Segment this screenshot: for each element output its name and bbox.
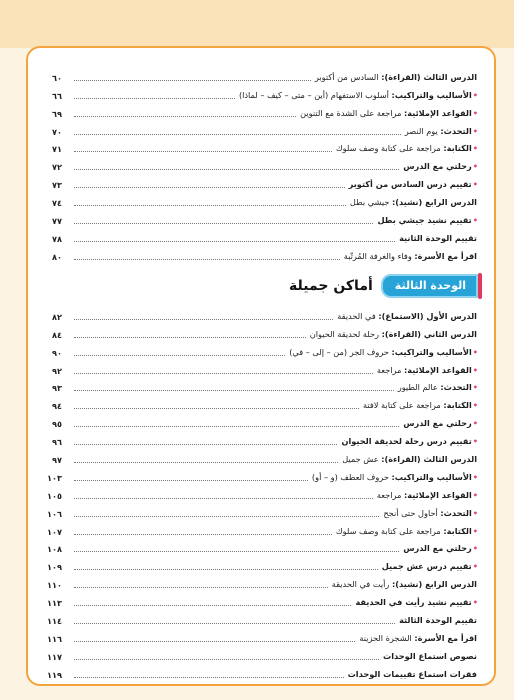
bullet-icon: • [472,215,478,226]
toc-entry-label: فقرات استماع تقييمات الوحدات [347,668,477,679]
page-number: ١١٤ [47,616,62,627]
dot-leader [74,444,337,445]
toc-entry-title [383,508,478,521]
toc-entry-title [336,143,478,156]
toc-entry-label: رحلتي مع الدرس [403,543,472,554]
bullet-icon: • [472,471,478,482]
dot-leader [74,187,345,188]
toc-entry-label: الأساليب والتراكيب: [391,346,472,357]
toc-entry-title [399,233,478,246]
page-number: ٧٤ [52,198,62,209]
bullet-icon: • [472,161,478,172]
toc-entry [28,521,496,539]
dot-leader [74,116,296,117]
toc-entry-label: التحدث: [440,507,472,518]
toc-entry [28,592,496,610]
dot-leader [74,551,399,552]
toc-entry [28,156,496,174]
dot-leader [74,569,378,570]
toc-entry-subtitle: رأيت في الحديقة [331,579,392,590]
dot-leader [74,134,401,135]
toc-entry-title [403,543,478,556]
toc-entry-title [377,490,478,503]
toc-list-unit3 [28,306,496,682]
page-number: ١١٠ [47,580,62,591]
toc-entry-label: رحلتي مع الدرس [403,418,472,429]
toc-entry [28,103,496,121]
toc-entry [28,646,496,664]
bullet-icon: • [472,89,478,100]
toc-entry-label: القواعد الإملائية: [404,489,472,500]
toc-entry-title [398,382,478,395]
toc-entry [28,431,496,449]
toc-entry [28,85,496,103]
bullet-icon: • [472,525,478,536]
dot-leader [74,98,235,99]
toc-entry [28,306,496,324]
toc-entry-subtitle: الشجرة الحزينة [359,632,415,643]
toc-entry-title [355,597,478,610]
dot-leader [74,223,373,224]
toc-entry-title [382,561,478,574]
toc-entry-label: رحلتي مع الدرس [403,161,472,172]
bullet-icon: • [472,561,478,572]
toc-entry [28,664,496,682]
toc-entry-label: القواعد الإملائية: [404,364,472,375]
toc-entry-title [377,365,478,378]
toc-entry-label: الدرس الثاني (القراءة): [381,328,477,339]
page-number: ٩٤ [52,401,62,412]
toc-entry-label: تقييم درس عش جميل [381,561,472,572]
toc-entry-label: الدرس الثالث (القراءة): [381,71,477,82]
dot-leader [74,151,332,152]
toc-entry [28,67,496,85]
page-number: ١١٣ [47,598,62,609]
dot-leader [74,605,351,606]
dot-leader [74,480,308,481]
dot-leader [74,169,399,170]
toc-page [26,46,496,686]
toc-entry-title [383,651,478,664]
toc-entry-subtitle: عش جميل [342,454,382,465]
toc-entry [28,139,496,157]
toc-entry-subtitle: حروف الجر (من – إلى – في) [289,346,392,357]
page-number: ١٠٨ [47,544,62,555]
toc-entry-subtitle: وفاء والغرفة المُرتّبة [343,250,415,261]
toc-entry-title [405,126,478,139]
page-number: ٨٤ [52,329,62,340]
toc-entry-label: اقرأ مع الأسرة: [414,250,477,261]
toc-entry-label: نصوص استماع الوحدات [382,650,477,661]
toc-entry [28,342,496,360]
toc-entry [28,395,496,413]
toc-entry [28,485,496,503]
dot-leader [74,355,285,356]
dot-leader [74,337,306,338]
toc-entry-subtitle: مراجعة [376,489,405,500]
toc-entry-title [300,108,478,121]
page-number: ٧٢ [52,162,62,173]
page-number: ٨٢ [52,311,62,322]
toc-entry [28,378,496,396]
page-number: ٧٨ [52,233,62,244]
toc-entry [28,192,496,210]
dot-leader [74,677,344,678]
toc-entry-title [350,197,478,210]
toc-entry-label: الدرس الأول (الاستماع): [378,310,477,321]
toc-entry-title [399,615,478,628]
dot-leader [74,534,332,535]
toc-entry-title [239,90,478,103]
toc-entry-subtitle: حروف العطف (و – أو) [311,471,392,482]
toc-entry-title [342,454,478,467]
page-number: ١١٩ [47,669,62,680]
toc-entry-label: الدرس الثالث (القراءة): [381,454,477,465]
page-number: ١١٦ [47,633,62,644]
toc-entry-label: التحدث: [440,125,472,136]
bullet-icon: • [472,543,478,554]
dot-leader [74,259,340,260]
toc-entry-label: التحدث: [440,382,472,393]
page-number: ١٠٩ [47,562,62,573]
toc-entry-label: الدرس الرابع (نشيد): [391,579,477,590]
page-number: ١٠٦ [47,508,62,519]
toc-entry-label: اقرأ مع الأسرة: [414,632,477,643]
toc-entry [28,574,496,592]
toc-entry-subtitle: رحلة لحديقة الحيوان [309,328,382,339]
toc-entry-subtitle: في الحديقة [337,310,379,321]
bullet-icon: • [472,382,478,393]
dot-leader [74,373,373,374]
page-number: ٩٧ [52,455,62,466]
toc-entry [28,360,496,378]
dot-leader [74,319,333,320]
dot-leader [74,659,379,660]
dot-leader [74,498,373,499]
dot-leader [74,80,311,81]
bullet-icon: • [472,400,478,411]
bullet-icon: • [472,489,478,500]
page-number: ٧١ [52,144,62,155]
page-number: ٧٣ [52,180,62,191]
dot-leader [74,516,379,517]
dot-leader [74,241,395,242]
unit-badge: الوحدة الثالثة [381,274,478,298]
bullet-icon: • [472,107,478,118]
toc-entry [28,174,496,192]
toc-entry [28,210,496,228]
page-number: ١٠٥ [47,490,62,501]
toc-entry [28,610,496,628]
toc-entry-subtitle: مراجعة على كتابة لافتة [363,400,444,411]
toc-entry-label: الدرس الرابع (نشيد): [391,197,477,208]
toc-entry-title [349,179,478,192]
bullet-icon: • [472,125,478,136]
toc-entry-title [403,161,478,174]
bullet-icon: • [472,436,478,447]
toc-entry-title [289,347,478,360]
toc-entry [28,556,496,574]
toc-entry-label: تقييم الوحدة الثالثة [399,615,477,626]
dot-leader [74,205,346,206]
page-number: ١٠٣ [47,472,62,483]
top-band [0,0,514,48]
bullet-icon: • [472,418,478,429]
toc-entry-subtitle: مراجعة [376,364,405,375]
toc-entry-subtitle: السادس من أكتوبر [314,71,382,82]
page-number: ١٠٧ [47,526,62,537]
toc-entry-label: الكتابة: [443,400,472,411]
page-number: ٩٠ [52,347,62,358]
toc-entry-title [312,472,478,485]
toc-entry-label: الكتابة: [443,525,472,536]
page-number: ٦٩ [52,108,62,119]
toc-entry [28,467,496,485]
dot-leader [74,408,359,409]
toc-entry [28,628,496,646]
page-number: ٨٠ [52,251,62,262]
toc-entry [28,503,496,521]
toc-list-unit2 [28,67,496,264]
dot-leader [74,623,395,624]
toc-entry-title [344,251,478,264]
toc-entry-subtitle: مراجعة على الشدة مع التنوين [300,107,405,118]
toc-entry-title [403,418,478,431]
page-number: ٦٠ [52,72,62,83]
dot-leader [74,641,355,642]
toc-entry-subtitle: عالم الطيور [397,382,441,393]
toc-entry-title [377,215,478,228]
toc-entry [28,246,496,264]
toc-entry-title [341,436,478,449]
toc-entry-title [363,400,478,413]
toc-entry-title [315,72,478,85]
unit-header [289,274,478,298]
bullet-icon: • [472,597,478,608]
page-number: ٧٧ [52,216,62,227]
bullet-icon: • [472,179,478,190]
toc-entry [28,324,496,342]
toc-entry-label: تقييم الوحدة الثانية [399,232,477,243]
toc-entry-title [337,311,478,324]
page-number: ٧٠ [52,126,62,137]
toc-entry [28,228,496,246]
toc-entry-subtitle: مراجعة على كتابة وصف سلوك [335,525,444,536]
dot-leader [74,426,399,427]
dot-leader [74,587,328,588]
page-number: ٩٦ [52,437,62,448]
page-number: ٩٣ [52,383,62,394]
bullet-icon: • [472,346,478,357]
bullet-icon: • [472,364,478,375]
toc-entry-label: الأساليب والتراكيب: [391,471,472,482]
unit-title: أماكن جميلة [289,278,373,294]
page-number: ٩٢ [52,365,62,376]
bullet-icon: • [472,507,478,518]
toc-entry-subtitle: أسلوب الاستفهام (أين – متى – كيف – لماذا) [238,89,392,100]
toc-entry-title [348,669,478,682]
bullet-icon: • [472,143,478,154]
toc-entry [28,449,496,467]
toc-entry-subtitle: يوم النصر [404,125,441,136]
page-number: ١١٧ [47,651,62,662]
toc-entry-label: الأساليب والتراكيب: [391,89,472,100]
toc-entry-label: القواعد الإملائية: [404,107,472,118]
toc-entry-title [332,579,478,592]
toc-entry-label: تقييم نشيد رأيت في الحديقة [355,597,472,608]
toc-entry-subtitle: مراجعة على كتابة وصف سلوك [335,143,444,154]
toc-entry-label: تقييم نشيد جيشي بطل [377,215,472,226]
toc-entry-title [310,329,478,342]
dot-leader [74,390,394,391]
toc-entry-label: الكتابة: [443,143,472,154]
page-number: ٦٦ [52,90,62,101]
toc-entry-label: تقييم درس السادس من أكتوبر [348,179,472,190]
toc-entry-label: تقييم درس رحلة لحديقة الحيوان [341,436,472,447]
toc-entry-subtitle: جيشي بطل [349,197,392,208]
toc-entry [28,539,496,557]
page-number: ٩٥ [52,419,62,430]
toc-entry [28,121,496,139]
toc-entry-subtitle: أحاول حتى أنجح [383,507,441,518]
toc-entry-title [336,526,478,539]
toc-entry-title [359,633,478,646]
toc-entry [28,413,496,431]
dot-leader [74,462,338,463]
